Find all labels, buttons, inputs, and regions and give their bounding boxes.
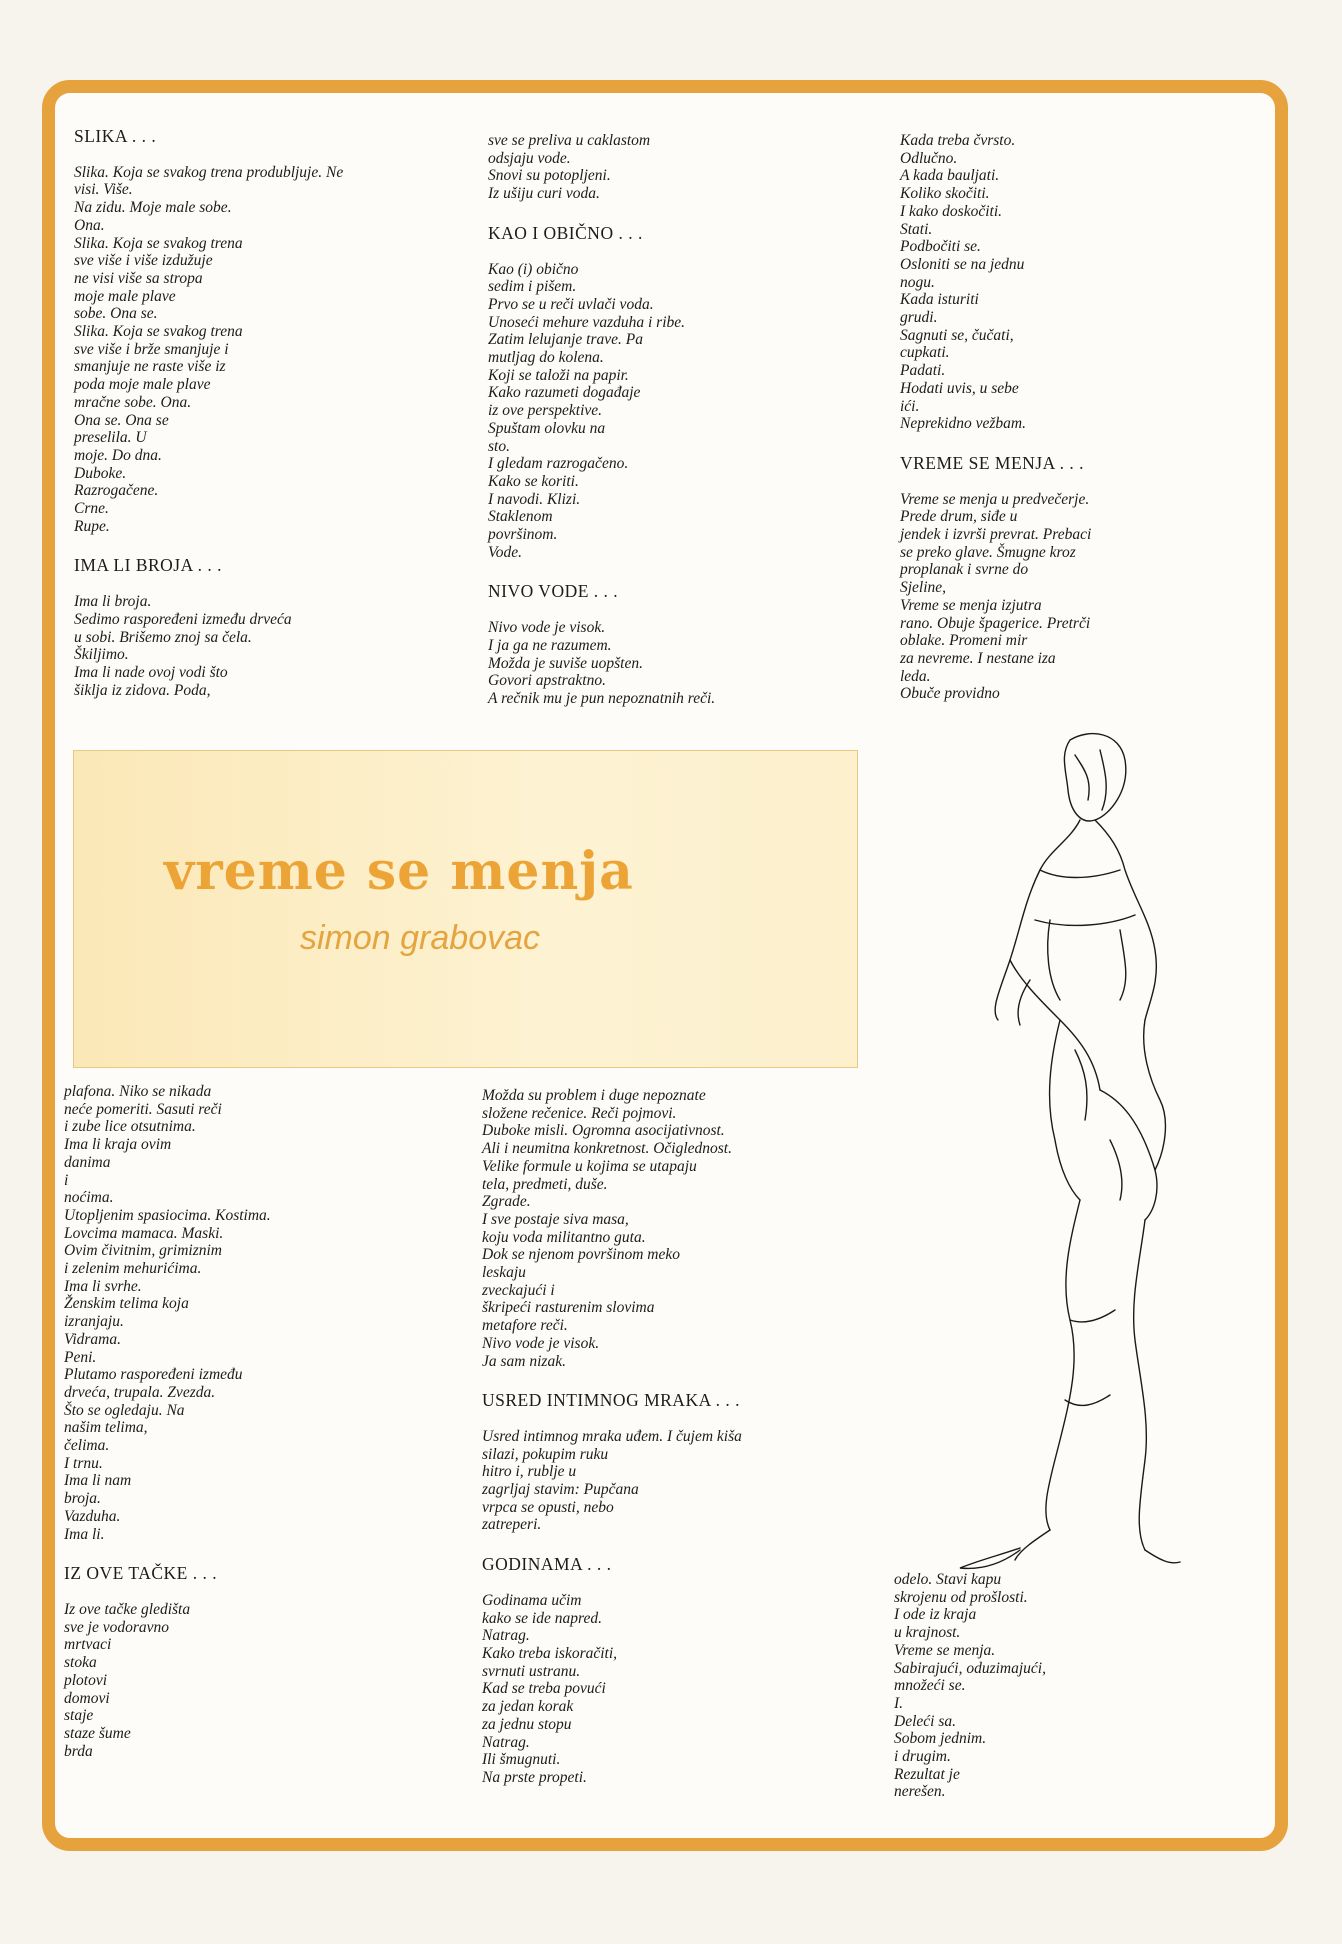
poem-line: Peni. xyxy=(64,1348,97,1366)
poem-line: I kako doskočiti. xyxy=(900,202,1003,220)
poem-line: moje male plave xyxy=(74,287,176,305)
poem-line: Koliko skočiti. xyxy=(900,185,990,203)
poem-line: stoka xyxy=(64,1654,97,1672)
poem-line: u krajnost. xyxy=(894,1624,961,1642)
poem-line: brda xyxy=(64,1742,93,1760)
poem-line: drveća, trupala. Zvezda. xyxy=(64,1383,216,1401)
poem-line: Slika. Koja se svakog trena produbljuje. Ne xyxy=(74,163,344,181)
poem-line: Kako treba iskoračiti, xyxy=(482,1644,618,1662)
poem-line: Natrag. xyxy=(482,1627,530,1645)
poem-line: I ode iz kraja xyxy=(894,1606,977,1624)
poem-line: sedim i pišem. xyxy=(488,278,577,296)
poem-line: Ženskim telima koja xyxy=(64,1295,189,1313)
poem-line: Vidrama. xyxy=(64,1330,121,1348)
poem-line: i zelenim mehurićima. xyxy=(64,1260,202,1278)
poem-line: složene rečenice. Reči pojmovi. xyxy=(482,1104,677,1122)
poem-line: Kad se treba povući xyxy=(482,1680,606,1698)
poem-body xyxy=(482,1087,742,1370)
poem-line: Kada treba čvrsto. xyxy=(900,132,1016,149)
poem-body xyxy=(488,619,715,708)
poem-line: u sobi. Brišemo znoj sa čela. xyxy=(74,628,252,646)
poem-line: svrnuti ustranu. xyxy=(482,1662,581,1680)
poem-line: Vazduha. xyxy=(64,1507,121,1525)
poem-line: A kada bauljati. xyxy=(900,167,1000,185)
poem-line: Ona se. Ona se xyxy=(74,411,169,429)
poem-line: Ima li kraja ovim xyxy=(64,1136,172,1154)
poem-line: nogu. xyxy=(900,273,935,291)
poem-line: hitro i, rublje u xyxy=(482,1463,577,1481)
poem-body xyxy=(900,132,1091,433)
poem-line: Ali i neumitna konkretnost. Očiglednost. xyxy=(482,1140,732,1158)
poem-line: Duboke misli. Ogromna asocijativnost. xyxy=(482,1122,725,1140)
poem-line: Godinama učim xyxy=(482,1591,582,1609)
page-title: vreme se menja xyxy=(164,841,634,902)
poem-line: Duboke. xyxy=(74,464,127,482)
poem-body xyxy=(64,1601,271,1760)
poem-line: Škiljimo. xyxy=(74,646,129,664)
poem-line: rano. Obuje špagerice. Pretrči xyxy=(900,614,1091,632)
poem-line: danima xyxy=(64,1153,111,1171)
poem-line: Slika. Koja se svakog trena xyxy=(74,323,243,341)
poem-line: Rezultat je xyxy=(894,1765,960,1783)
poem-line: ići. xyxy=(900,397,920,415)
poem-line: broja. xyxy=(64,1490,101,1508)
poem-line: i zube lice otsutnima. xyxy=(64,1118,196,1136)
poem-line: Na zidu. Moje male sobe. xyxy=(74,199,232,217)
poem-line: plafona. Niko se nikada xyxy=(64,1083,212,1100)
poem-body xyxy=(894,1571,1046,1801)
poem-line: staze šume xyxy=(64,1724,131,1742)
poem-line: Obuče providno xyxy=(900,685,1000,703)
poem-line: odsjaju vode. xyxy=(488,149,571,167)
poem-line: grudi. xyxy=(900,309,938,327)
poem-line: zagrljaj stavim: Pupčana xyxy=(482,1481,639,1499)
poem-line: za jedan korak xyxy=(482,1698,574,1716)
poem-line: Podbočiti se. xyxy=(900,238,981,256)
poem-line: preselila. U xyxy=(74,429,147,447)
poem-line: Možda je suviše uopšten. xyxy=(488,654,643,672)
poem-line: Ima li nade ovoj vodi što xyxy=(74,663,228,681)
poem-line: Ovim čivitnim, grimiznim xyxy=(64,1242,222,1260)
poem-line: Iz ove tačke gledišta xyxy=(64,1600,191,1618)
poem-line: sve se preliva u caklastom xyxy=(488,132,651,149)
poem-line: mutljag do kolena. xyxy=(488,349,604,367)
poem-line: Sedimo raspoređeni između drveća xyxy=(74,610,292,628)
poem-line: moje. Do dna. xyxy=(74,446,162,464)
poem-line: cupkati. xyxy=(900,344,950,362)
poem-line: I. xyxy=(894,1694,904,1712)
poem-line: množeći se. xyxy=(894,1677,966,1695)
poem-body xyxy=(482,1592,742,1787)
poem-line: Kako se koriti. xyxy=(488,472,579,490)
poem-body xyxy=(74,593,343,699)
column-1-top xyxy=(74,128,343,699)
poem-line: Kao (i) obično xyxy=(488,260,579,278)
poem-line: Na prste propeti. xyxy=(482,1768,587,1786)
poem-line: sve je vodoravno xyxy=(64,1618,170,1636)
poem-line: Utopljenim spasiocima. Kostima. xyxy=(64,1206,271,1224)
poem-line: za nevreme. I nestane iza xyxy=(900,649,1056,667)
poem-line: Nivo vode je visok. xyxy=(488,619,606,637)
poem-line: Razrogačene. xyxy=(74,482,159,500)
column-2-bottom xyxy=(482,1087,742,1787)
poem-line: jendek i izvrši prevrat. Prebaci xyxy=(900,526,1092,544)
poem-line: mrtvaci xyxy=(64,1636,112,1654)
poem-line: Vreme se menja. xyxy=(894,1641,996,1659)
poem-line: se preko glave. Šmugne kroz xyxy=(900,543,1076,561)
poem-line: Natrag. xyxy=(482,1733,530,1751)
poem-line: Vreme se menja u predvečerje. xyxy=(900,490,1090,508)
poem-line: šiklja iz zidova. Poda, xyxy=(74,681,211,699)
poem-title: NIVO VODE . . . xyxy=(488,581,619,602)
poem-line: Prede drum, siđe u xyxy=(900,508,1018,526)
poem-line: A rečnik mu je pun nepoznatnih reči. xyxy=(488,689,716,707)
poem-line: iz ove perspektive. xyxy=(488,402,603,420)
poem-body xyxy=(488,261,715,562)
poem-line: staje xyxy=(64,1707,94,1725)
poem-line: Vode. xyxy=(488,543,523,561)
poem-line: Sobom jednim. xyxy=(894,1730,987,1748)
poem-line: sve više i više izdužuje xyxy=(74,252,213,270)
poem-line: Sjeline, xyxy=(900,579,947,597)
poem-line: Slika. Koja se svakog trena xyxy=(74,234,243,252)
poem-line: I gledam razrogačeno. xyxy=(488,455,629,473)
poem-line: Sagnuti se, čučati, xyxy=(900,326,1014,344)
poem-line: Stati. xyxy=(900,220,933,238)
poem-line: koju voda militantno guta. xyxy=(482,1228,646,1246)
poem-line: Snovi su potopljeni. xyxy=(488,167,611,185)
poem-line: Osloniti se na jednu xyxy=(900,255,1025,273)
poem-line: poda moje male plave xyxy=(74,376,211,394)
poem-line: Ima li nam xyxy=(64,1472,132,1490)
poem-title: SLIKA . . . xyxy=(74,126,157,146)
poem-line: sobe. Ona se. xyxy=(74,305,158,323)
poem-line: Deleći sa. xyxy=(894,1712,956,1730)
poem-line: leskaju xyxy=(482,1264,526,1282)
poem-body xyxy=(482,1428,742,1534)
poem-line: vrpca se opusti, nebo xyxy=(482,1498,614,1516)
poem-title: KAO I OBIČNO . . . xyxy=(488,222,643,243)
poem-line: Sabirajući, oduzimajući, xyxy=(894,1659,1046,1677)
poem-line: Ima li broja. xyxy=(74,593,152,611)
poem-line: I navodi. Klizi. xyxy=(488,490,581,508)
column-2-top xyxy=(488,132,715,708)
poem-line: neće pomeriti. Sasuti reči xyxy=(64,1100,222,1118)
poem-line: Iz ušiju curi voda. xyxy=(488,185,600,203)
poem-body xyxy=(74,164,343,536)
poem-title: IZ OVE TAČKE . . . xyxy=(64,1563,218,1584)
poem-line: Koji se taloži na papir. xyxy=(488,366,629,384)
column-1-bottom xyxy=(64,1083,271,1760)
poem-line: skrojenu od prošlosti. xyxy=(894,1588,1028,1606)
poem-line: Možda su problem i duge nepoznate xyxy=(482,1087,706,1104)
poem-title: IMA LI BROJA . . . xyxy=(74,555,223,576)
poem-body xyxy=(64,1083,271,1543)
poem-line: mračne sobe. Ona. xyxy=(74,393,192,411)
poem-line: Velike formule u kojima se utapaju xyxy=(482,1157,697,1175)
poem-line: silazi, pokupim ruku xyxy=(482,1445,609,1463)
poem-line: leda. xyxy=(900,667,931,685)
poem-line: sve više i brže smanjuje i xyxy=(74,340,229,358)
poem-line: Unoseći mehure vazduha i ribe. xyxy=(488,313,686,331)
poem-line: i drugim. xyxy=(894,1748,951,1766)
poem-line: Govori apstraktno. xyxy=(488,672,606,690)
poem-line: Odlučno. xyxy=(900,149,958,167)
poem-line: Kako razumeti događaje xyxy=(488,384,641,402)
poem-line: sto. xyxy=(488,437,510,455)
poem-line: našim telima, xyxy=(64,1419,148,1437)
poem-line: metafore reči. xyxy=(482,1317,568,1335)
poem-line: Staklenom xyxy=(488,508,553,526)
column-3-top xyxy=(900,132,1091,703)
poem-line: kako se ide napred. xyxy=(482,1609,602,1627)
poem-line: Hodati uvis, u sebe xyxy=(900,379,1019,397)
poem-line: I ja ga ne razumem. xyxy=(488,636,612,654)
poem-line: oblake. Promeni mir xyxy=(900,632,1028,650)
poem-line: izranjaju. xyxy=(64,1313,124,1331)
poem-line: Zgrade. xyxy=(482,1193,531,1211)
poem-line: Zatim lelujanje trave. Pa xyxy=(488,331,643,349)
poem-line: plotovi xyxy=(64,1671,108,1689)
poem-line: Ona. xyxy=(74,216,105,234)
poem-line: škripeći rasturenim slovima xyxy=(482,1299,655,1317)
poem-line: Prvo se u reči uvlači voda. xyxy=(488,295,654,313)
poem-line: Ima li svrhe. xyxy=(64,1277,142,1295)
poem-line: Padati. xyxy=(900,362,946,380)
title-box xyxy=(73,750,858,1068)
poem-line: za jednu stopu xyxy=(482,1715,572,1733)
poem-line: nerešen. xyxy=(894,1783,946,1801)
poem-line: odelo. Stavi kapu xyxy=(894,1571,1002,1588)
poem-line: smanjuje ne raste više iz xyxy=(74,358,226,376)
poem-line: visi. Više. xyxy=(74,181,133,199)
poem-line: i xyxy=(64,1171,69,1189)
poem-line: zatreperi. xyxy=(482,1516,542,1534)
poem-line: ne visi više sa stropa xyxy=(74,269,203,287)
poem-line: noćima. xyxy=(64,1189,114,1207)
poem-line: Kada isturiti xyxy=(900,291,979,309)
poem-line: Vreme se menja izjutra xyxy=(900,596,1042,614)
poem-line: Dok se njenom površinom meko xyxy=(482,1246,681,1264)
poem-line: zveckajući i xyxy=(482,1281,555,1299)
poem-line: Crne. xyxy=(74,500,109,518)
poem-line: Ima li. xyxy=(64,1525,105,1543)
poem-line: tela, predmeti, duše. xyxy=(482,1175,608,1193)
poem-line: I trnu. xyxy=(64,1454,103,1472)
poem-title: GODINAMA . . . xyxy=(482,1554,612,1575)
poem-line: Što se ogledaju. Na xyxy=(64,1401,185,1419)
poem-line: Spuštam olovku na xyxy=(488,419,606,437)
poem-line: čelima. xyxy=(64,1437,110,1455)
poem-line: I sve postaje siva masa, xyxy=(482,1210,629,1228)
poem-line: Ja sam nizak. xyxy=(482,1352,566,1370)
poem-line: Plutamo raspoređeni između xyxy=(64,1366,243,1384)
poem-line: Lovcima mamaca. Maski. xyxy=(64,1224,224,1242)
poem-title: USRED INTIMNOG MRAKA . . . xyxy=(482,1390,741,1411)
author-name: simon grabovac xyxy=(300,919,541,957)
poem-title: VREME SE MENJA . . . xyxy=(900,452,1085,473)
poem-line: Nivo vode je visok. xyxy=(482,1334,600,1352)
poem-line: Neprekidno vežbam. xyxy=(900,415,1026,433)
poem-body xyxy=(488,132,715,203)
poem-body xyxy=(900,491,1091,703)
poem-line: Usred intimnog mraka uđem. I čujem kiša xyxy=(482,1427,742,1445)
poem-line: Rupe. xyxy=(74,517,110,535)
poem-line: proplanak i svrne do xyxy=(900,561,1029,579)
column-3-bottom xyxy=(894,1571,1046,1801)
poem-line: površinom. xyxy=(488,526,558,544)
figure-illustration xyxy=(920,720,1230,1580)
poem-line: Ili šmugnuti. xyxy=(482,1751,561,1769)
poem-line: domovi xyxy=(64,1689,110,1707)
